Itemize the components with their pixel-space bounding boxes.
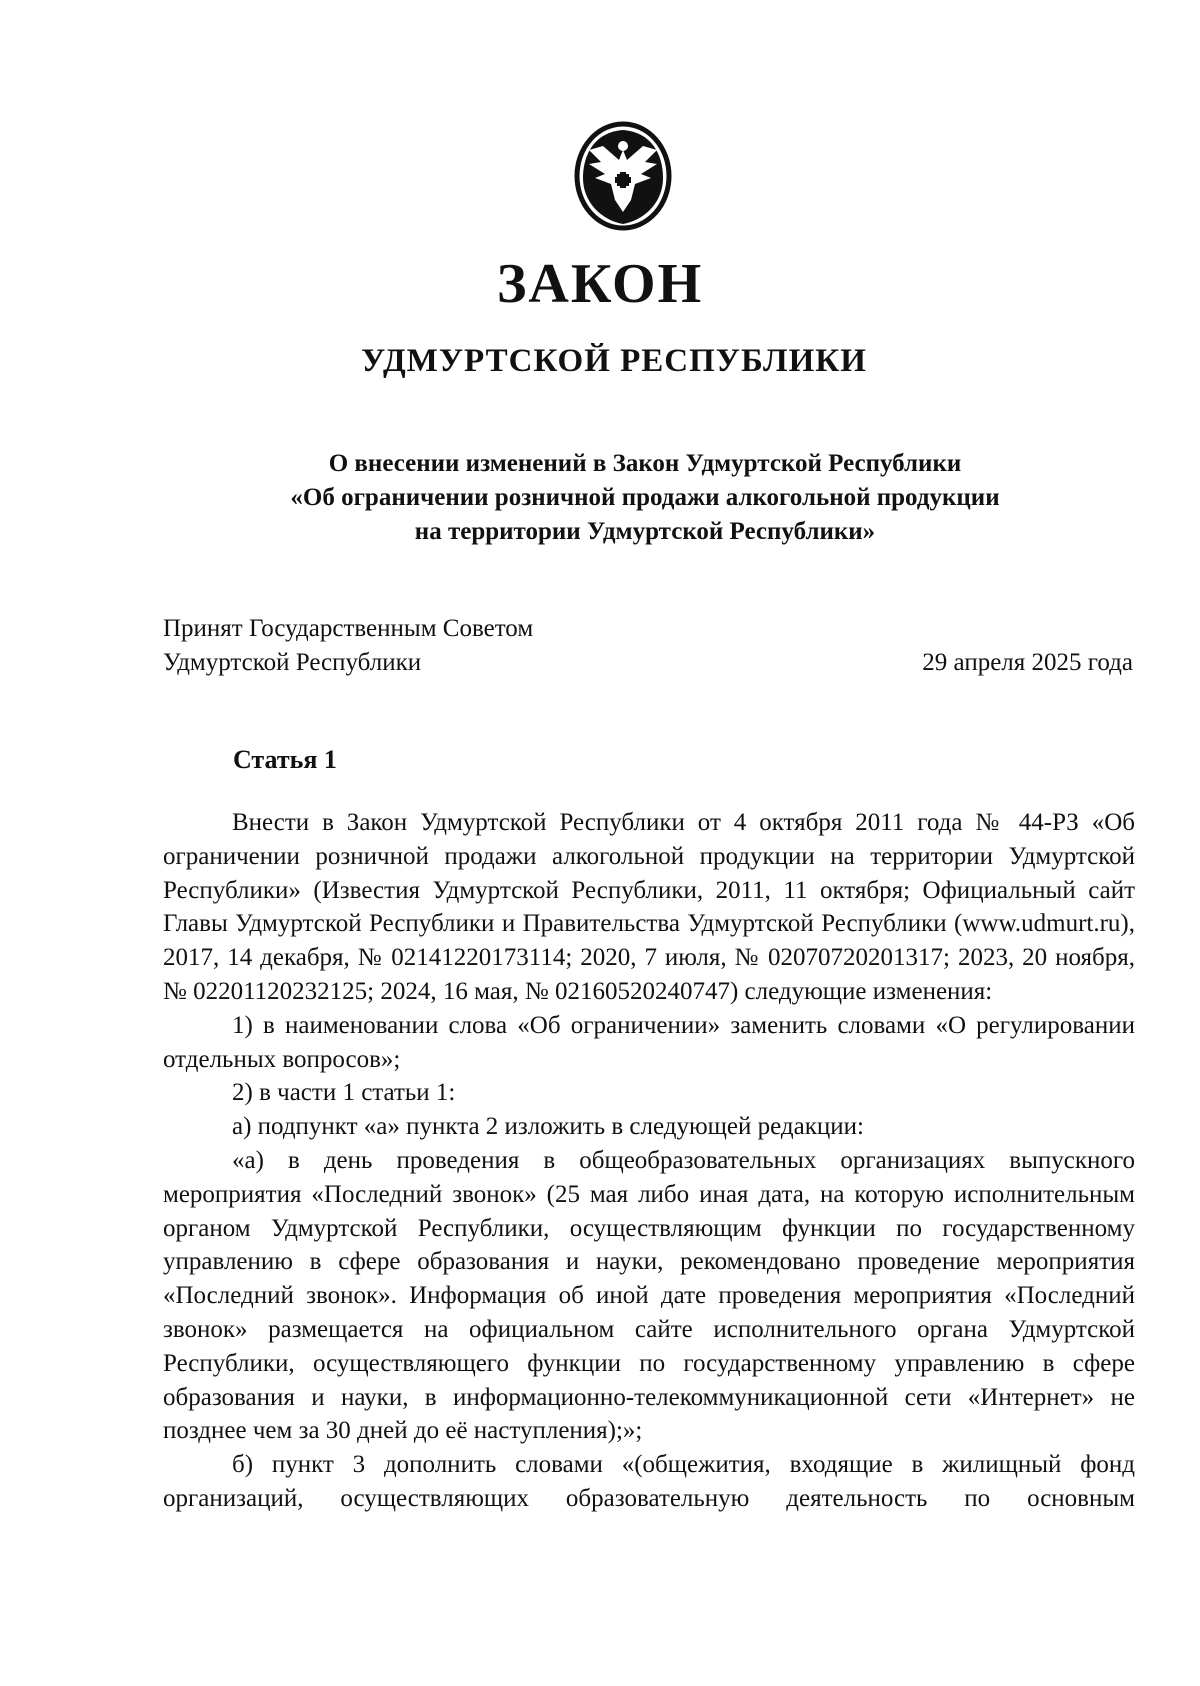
law-name-line: на территории Удмуртской Республики»: [414, 518, 876, 545]
paragraph: а) подпункт «а» пункта 2 изложить в следующей редакции:: [232, 1113, 864, 1141]
article-body: [163, 806, 1135, 1516]
law-name: [180, 447, 1110, 549]
adopted-by-line-1: Принят Государственным Советом: [163, 615, 534, 642]
law-name-line: «Об ограничении розничной продажи алкогольной продукции: [290, 484, 1000, 511]
law-name-line: О внесении изменений в Закон Удмуртской Республики: [328, 450, 962, 477]
paragraph: 1) в наименовании слова «Об ограничении» заменить словами «О регулировании отдельных вопросов»;: [163, 1011, 1135, 1073]
paragraph: Внести в Закон Удмуртской Республики от 4 октября 2011 года № 44-РЗ «Об ограничении розничной продажи алкогольной продукции на территории Удмуртской Республики» (Известия Удмуртской Республики, 2011, 11 октября; Официальный сайт Главы Удмуртской Республики и Правительства Удмуртской Республики (www.udmurt.ru), 2017, 14 декабря, № 02141220173114; 2020, 7 июля, № 02070720201317; 2023, 20 ноября, № 02201120232125; 2024, 16 мая, № 02160520240747) следующие изменения:: [163, 809, 1135, 1005]
adoption-block: [163, 612, 1133, 680]
paragraph: «а) в день проведения в общеобразовательных организациях выпускного мероприятия «Последний звонок» (25 мая либо иная дата, на которую исполнительным органом Удмуртской Республики, осуществляющим функции по государственному управлению в сфере образования и науки, рекомендовано проведение мероприятия «Последний звонок». Информация об иной дате проведения мероприятия «Последний звонок» размещается на официальном сайте исполнительного органа Удмуртской Республики, осуществляющего функции по государственному управлению в сфере образования и науки, в информационно-телекоммуникационной сети «Интернет» не позднее чем за 30 дней до её наступления);»;: [163, 1146, 1135, 1445]
paragraph: 2) в части 1 статьи 1:: [232, 1079, 456, 1107]
document-title: ЗАКОН: [496, 253, 704, 315]
paragraph: б) пункт 3 дополнить словами «(общежития, входящие в жилищный фонд организаций, осуществляющих образовательную деятельность по основным: [163, 1451, 1135, 1512]
adopted-by-line-2: Удмуртской Республики: [163, 649, 422, 676]
article-heading: Статья 1: [233, 745, 337, 774]
adoption-date: 29 апреля 2025 года: [922, 649, 1133, 676]
document-subtitle: УДМУРТСКОЙ РЕСПУБЛИКИ: [361, 343, 867, 379]
coat-of-arms-icon: [573, 120, 673, 232]
